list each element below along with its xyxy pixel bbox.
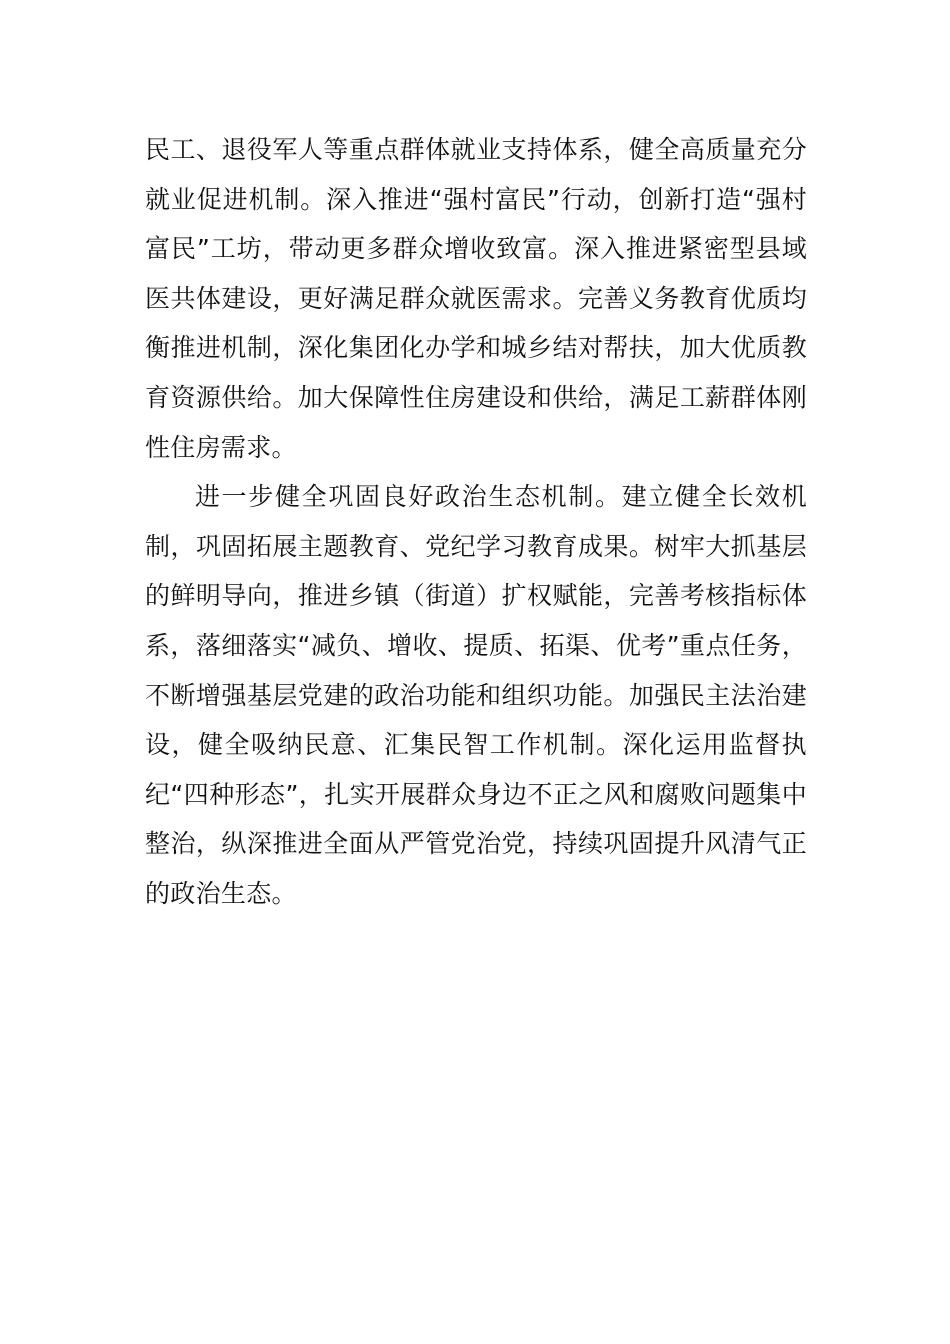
paragraph-political-ecology: 进一步健全巩固良好政治生态机制。建立健全长效机制，巩固拓展主题教育、党纪学习教育成果。树牢大抓基层的鲜明导向，推进乡镇（街道）扩权赋能，完善考核指标体系，落细落实“减负、增收、提质、拓渠、优考”重点任务，不断增强基层党建的政治功能和组织功能。加强民主法治建设，健全吸纳民意、汇集民智工作机制。深化运用监督执纪“四种形态”，扎实开展群众身边不正之风和腐败问题集中整治，纵深推进全面从严管党治党，持续巩固提升风清气正的政治生态。 (145, 482, 807, 908)
paragraph-employment-livelihood: 民工、退役军人等重点群体就业支持体系，健全高质量充分就业促进机制。深入推进“强村富民”行动，创新打造“强村富民”工坊，带动更多群众增收致富。深入推进紧密型县域医共体建设，更好满足群众就医需求。完善义务教育优质均衡推进机制，深化集团化办学和城乡结对帮扶，加大优质教育资源供给。加大保障性住房建设和供给，满足工薪群体刚性住房需求。 (145, 135, 807, 462)
document-body (145, 125, 807, 919)
